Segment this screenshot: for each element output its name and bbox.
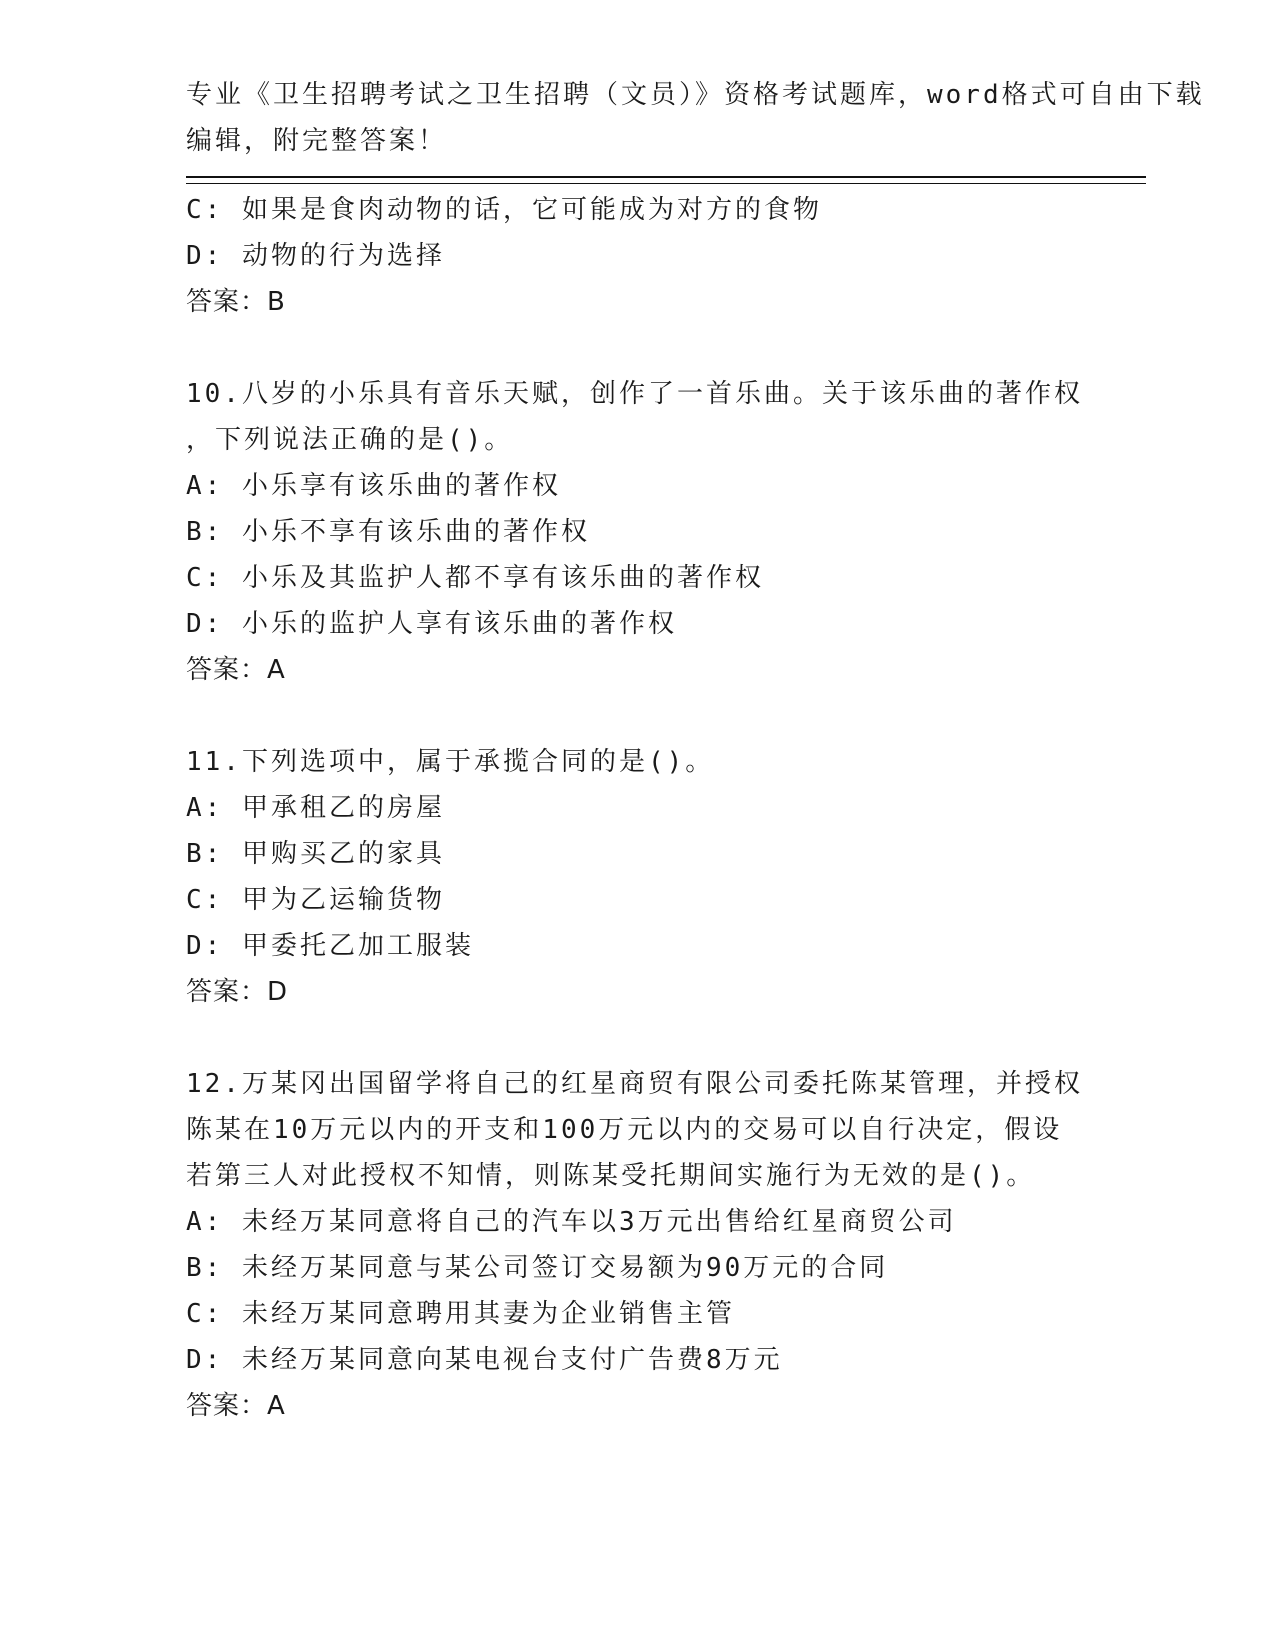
header-rule-thin bbox=[186, 183, 1146, 184]
option-d: D: 未经万某同意向某电视台支付广告费8万元 bbox=[186, 1345, 783, 1375]
option-a: A: 小乐享有该乐曲的著作权 bbox=[186, 471, 561, 501]
document-header bbox=[186, 72, 1205, 164]
question-stem-line: 11.下列选项中，属于承揽合同的是()。 bbox=[186, 747, 715, 777]
question-stem-line: 12.万某冈出国留学将自己的红星商贸有限公司委托陈某管理，并授权 bbox=[186, 1069, 1083, 1099]
question-stem-line: ，下列说法正确的是()。 bbox=[186, 425, 514, 455]
header-rule-thick bbox=[186, 176, 1146, 178]
option-b: B: 未经万某同意与某公司签订交易额为90万元的合同 bbox=[186, 1253, 889, 1283]
answer-line: 答案：B bbox=[186, 287, 286, 317]
option-b: B: 甲购买乙的家具 bbox=[186, 839, 445, 869]
answer-line: 答案：A bbox=[186, 1391, 286, 1421]
option-a: A: 未经万某同意将自己的汽车以3万元出售给红星商贸公司 bbox=[186, 1207, 957, 1237]
option-b: B: 小乐不享有该乐曲的著作权 bbox=[186, 517, 590, 547]
answer-line: 答案：A bbox=[186, 655, 286, 685]
question-stem-line: 10.八岁的小乐具有音乐天赋，创作了一首乐曲。关于该乐曲的著作权 bbox=[186, 379, 1083, 409]
option-a: A: 甲承租乙的房屋 bbox=[186, 793, 445, 823]
question-stem-line: 陈某在10万元以内的开支和100万元以内的交易可以自行决定，假设 bbox=[186, 1115, 1063, 1145]
option-d: D: 小乐的监护人享有该乐曲的著作权 bbox=[186, 609, 677, 639]
option-d: D: 动物的行为选择 bbox=[186, 241, 445, 271]
answer-line: 答案：D bbox=[186, 977, 289, 1007]
option-c: C: 如果是食肉动物的话，它可能成为对方的食物 bbox=[186, 195, 822, 225]
option-c: C: 小乐及其监护人都不享有该乐曲的著作权 bbox=[186, 563, 764, 593]
question-9-fragment bbox=[186, 187, 1086, 325]
question-content bbox=[186, 187, 1086, 1429]
question-12 bbox=[186, 1061, 1086, 1429]
question-10 bbox=[186, 371, 1086, 693]
question-11 bbox=[186, 739, 1086, 1015]
option-d: D: 甲委托乙加工服装 bbox=[186, 931, 474, 961]
header-line-1: 专业《卫生招聘考试之卫生招聘（文员）》资格考试题库，word格式可自由下载 bbox=[186, 80, 1205, 110]
option-c: C: 未经万某同意聘用其妻为企业销售主管 bbox=[186, 1299, 735, 1329]
question-stem-line: 若第三人对此授权不知情，则陈某受托期间实施行为无效的是()。 bbox=[186, 1161, 1036, 1191]
header-line-2: 编辑，附完整答案！ bbox=[186, 126, 448, 156]
option-c: C: 甲为乙运输货物 bbox=[186, 885, 445, 915]
